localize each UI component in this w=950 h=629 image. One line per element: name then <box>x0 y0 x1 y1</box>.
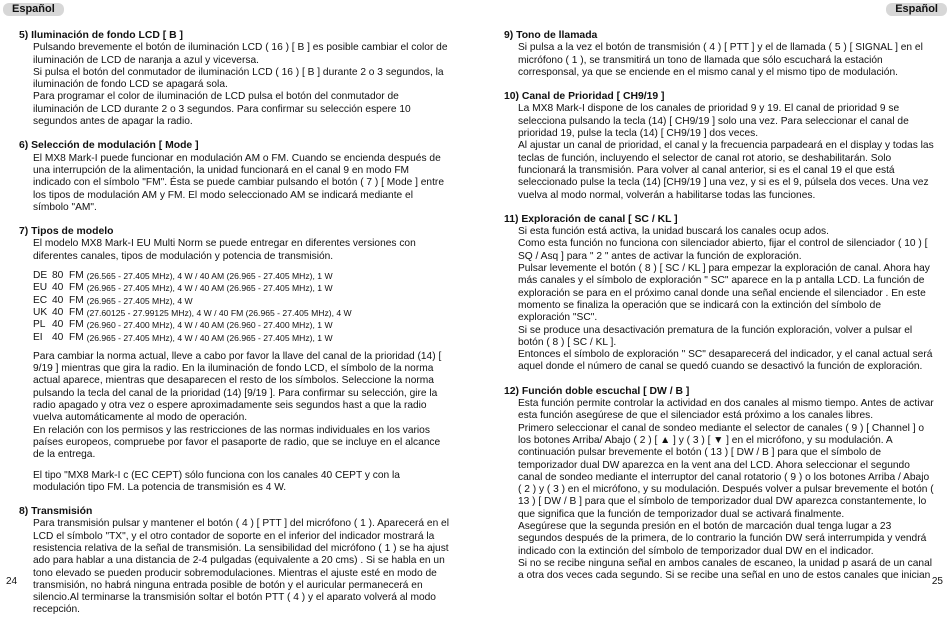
paragraph: La MX8 Mark-I dispone de los canales de prioridad 9 y 19. El canal de prioridad 9 se selecciona pulsando la tecla (14) [ CH9/19 ] solo una vez. Para seleccionar el canal de prioridad 19, pulse la tecla (14) [ CH9/19 ] dos veces. <box>518 103 909 140</box>
paragraph: Al ajustar un canal de prioridad, el canal y la frecuencia parpadeará en el display y todas las teclas de función, incluyendo el selector de canal rot atorio, se deshabilitarán. Solo funcionará la transmisión. Para volver al canal anterior, si es el canal 19 el que está seleccionado pulse la tecla (14) [CH9/19 ] una vez, y si es el 9, púlsela dos veces. Una vez vuelva al modo normal, volverán a habilitarse todas las funciones. <box>518 140 934 201</box>
language-tab: Español <box>886 3 947 16</box>
norm-detail: (26.565 - 27.405 MHz), 4 W / 40 AM (26.965 - 27.405 MHz), 1 W <box>86 271 333 282</box>
norm-code: DE <box>33 270 48 282</box>
norm-detail: (26.965 - 27.405 MHz), 4 W / 40 AM (26.965 - 27.405 MHz), 1 W <box>86 283 333 294</box>
section-title: 7) Tipos de modelo <box>19 226 114 238</box>
norm-detail: (26.965 - 27.405 MHz), 4 W / 40 AM (26.965 - 27.405 MHz), 1 W <box>86 332 333 343</box>
paragraph: Para cambiar la norma actual, lleve a cabo por favor la llave del canal de la prioridad (14) [ 9/19 ] mientras que gira la radio. En la iluminación de fondo LCD, el símbolo de la norma actual aparece, mientras que desaparecen el resto de los símbolos. Seleccione la norma pulsando la tecla del canal de la prioridad (14) [9/19 ]. Para confirmar su selección, gire la radio apagado y otra vez o espere aproximadamente seis segundos hast a que la radio vuelva automáticamente al modo de operación. <box>33 350 442 424</box>
norm-modulation: FM <box>69 282 84 294</box>
section-title: 5) Iluminación de fondo LCD [ B ] <box>19 30 183 41</box>
norm-channels: 40 <box>52 306 64 318</box>
section-title: 11) Exploración de canal [ SC / KL ] <box>504 213 678 225</box>
section-body <box>518 103 934 201</box>
section-body <box>33 238 449 494</box>
norm-modulation: FM <box>69 331 84 343</box>
norm-detail: (27.60125 - 27.99125 MHz), 4 W / 40 FM (26.965 - 27.405 MHz), 4 W <box>86 307 352 318</box>
section-model-types <box>19 226 449 494</box>
paragraph: Si pulsa a la vez el botón de transmisión ( 4 ) [ PTT ] y el de llamada ( 5 ) [ SIGNAL ] en el micrófono ( 1 ), se transmitirá un tono de llamada que sólo escuchará la estación corresponsal, ya que se enciende en el mismo canal y el mismo tipo de modulación. <box>518 42 923 78</box>
norm-row <box>33 319 449 331</box>
norm-detail: (26.960 - 27.400 MHz), 4 W / 40 AM (26.960 - 27.400 MHz), 1 W <box>86 320 333 331</box>
norm-row <box>33 307 449 319</box>
right-page <box>475 0 950 594</box>
norm-channels: 40 <box>52 319 64 331</box>
paragraph: Si pulsa el botón del conmutador de iluminación LCD ( 16 ) [ B ] durante 2 o 3 segundos, la iluminación de fondo LCD se apagará sola. <box>33 66 444 91</box>
norm-row <box>33 332 449 344</box>
section-body <box>518 42 934 79</box>
norm-modulation: FM <box>69 306 84 318</box>
norm-code: EI <box>33 331 43 343</box>
paragraph: Para programar el color de iluminación de LCD pulsa el botón del conmutador de iluminación de LCD durante 2 o 3 segundos. Para confirmar su selección espere 10 segundos antes de apagar la radio. <box>33 91 411 128</box>
paragraph: El tipo "MX8 Mark-I c (EC CEPT) sólo funciona con los canales 40 CEPT y con la modulación tipo FM. La potencia de transmisión es 4 W. <box>33 469 400 493</box>
paragraph: El MX8 Mark-I puede funcionar en modulación AM o FM. Cuando se encienda después de una interrupción de la alimentación, la unidad funcionará en el canal 9 en modo FM indicado con el símbolo "FM". Ésta se puede cambiar pulsando el botón ( 7 ) [ Mode ] entre los tipos de modulación AM y FM. El modo seleccionado AM se indicará mediante el símbolo "AM". <box>33 152 444 213</box>
paragraph: Si se produce una desactivación prematura de la función exploración, volver a pulsar el botón ( 8 ) [ SC / KL ]. <box>518 324 913 348</box>
paragraph: Entonces el símbolo de exploración " SC" desaparecerá del indicador, y el canal actual será aquel donde el número de canal se quedó cuando se desactivó la función de exploración. <box>518 349 933 373</box>
page-number: 24 <box>6 576 18 587</box>
paragraph: Para transmisión pulsar y mantener el botón ( 4 ) [ PTT ] del micrófono ( 1 ). Aparecerá en el LCD el símbolo "TX", y el otro contador de soporte en el inferior del indicador mostrará la resistencia relativa de la señal de transmisión. La sensibilidad del micrófono ( 1 ) se ha ajust ado para hablar a una distancia de 2-4 pulgadas (equivalente a 20 cms) . Si se habla en un tono elevado se pueden producir sobremodulaciones. Mientras el ajuste esté en modo de transmisión, no habrá ninguna entrada posible de botón y el auricular permanecerá en silencio.Al terminarse la transmisión soltar el botón PTT ( 4 ) y el aparato volverá al modo recepción. <box>33 518 449 616</box>
section-call-tone <box>504 30 934 79</box>
section-body <box>518 398 934 582</box>
paragraph: Pulsar levemente el botón ( 8 ) [ SC / KL ] para empezar la exploración de canal. Ahora hay más canales y el símbolo de exploración " SC" aparece en la p antalla LCD. La función de exploración se para en el próximo canal donde una señal enciende el silenciador . En este momento se finaliza la operación que se indicará con la extinción del símbolo de exploración "SC". <box>518 263 930 324</box>
section-body <box>518 226 934 374</box>
norm-code: PL <box>33 319 46 331</box>
norm-channels: 80 <box>52 270 64 282</box>
norm-channels: 40 <box>52 331 64 343</box>
norm-code: EU <box>33 282 48 294</box>
paragraph: El modelo MX8 Mark-I EU Multi Norm se puede entregar en diferentes versiones con diferentes canales, tipos de modulación y potencia de transmisión. <box>33 238 416 262</box>
paragraph: Esta función permite controlar la actividad en dos canales al mismo tiempo. Antes de activar esta función asegúrese de que el silenciador está próximo a los canales libres. <box>518 398 934 422</box>
paragraph: Pulsando brevemente el botón de iluminación LCD ( 16 ) [ B ] es posible cambiar el color de iluminación de LCD de naranja a azul y viceversa. <box>33 42 448 66</box>
paragraph: Si esta función está activa, la unidad buscará los canales ocup ados. <box>518 226 829 238</box>
norm-code: UK <box>33 306 48 318</box>
section-transmission <box>19 506 449 617</box>
norm-table <box>33 270 449 344</box>
language-tab: Español <box>3 3 64 16</box>
right-page-content <box>504 30 934 594</box>
paragraph: Primero seleccionar el canal de sondeo mediante el selector de canales ( 9 ) [ Channel ] o los botones Arriba/ Abajo ( 2 ) [ ▲ ] y ( 3 ) [ ▼ ] en el micrófono, y su modulación. A continuación pulsar brevemente el botón ( 13 ) [ DW / B ] para que el símbolo de temporizador dual DW aparezca en la vent ana del LCD. Ahora seleccionar el segundo canal de sondeo mediante el interruptor del canal rotatorio ( 9 ) o los botones Arriba / Abajo ( 2 ) y ( 3 ) en el micrófono, y su modulación. Después volver a pulsar brevemente el botón ( 13 ) [ DW / B ] para que el símbolo de temporizador dual DW aparezca constantemente, lo que significa que la función de temporizador dual se activará finalmente. <box>518 422 934 520</box>
norm-row <box>33 295 449 307</box>
paragraph: En relación con los permisos y las restricciones de las normas individuales en los varios países europeos, compruebe por favor el pasaporte de radio, que se incluye en el alcance de la entrega. <box>33 424 441 461</box>
norm-channels: 40 <box>52 282 64 294</box>
norm-modulation: FM <box>69 319 84 331</box>
section-dual-watch <box>504 386 934 583</box>
section-title: 12) Función doble escuchal [ DW / B ] <box>504 385 690 397</box>
left-page-content <box>19 30 449 629</box>
section-body <box>33 518 449 616</box>
norm-row <box>33 282 449 294</box>
section-body <box>33 42 449 128</box>
left-page <box>0 0 475 616</box>
section-modulation <box>19 140 449 214</box>
paragraph: Si no se recibe ninguna señal en ambos canales de escaneo, la unidad p asará de un canal a otra dos veces cada segundo. Si se recibe una señal en uno de estos canales que inician <box>518 557 933 582</box>
section-title: 9) Tono de llamada <box>504 30 598 41</box>
section-channel-scan <box>504 214 934 374</box>
norm-code: EC <box>33 294 48 306</box>
paragraph: Como esta función no funciona con silenciador abierto, fijar el control de silenciador ( 10 ) [ SQ / Asq ] para " 2 " antes de activar la función de exploración. <box>518 238 928 262</box>
section-priority-channel <box>504 91 934 202</box>
norm-modulation: FM <box>69 270 84 282</box>
norm-detail: (26.965 - 27.405 MHz), 4 W <box>86 295 193 306</box>
paragraph: Asegúrese que la segunda presión en el botón de marcación dual tenga lugar a 23 segundos después de la primera, de lo contrario la función DW será interrumpida y vendrá indicado con la extinción del símbolo de temporizador dual DW en el indicador. <box>518 520 927 557</box>
norm-modulation: FM <box>69 294 84 306</box>
page-number: 25 <box>931 576 943 587</box>
section-title: 6) Selección de modulación [ Mode ] <box>19 140 199 152</box>
section-title: 8) Transmisión <box>19 506 93 518</box>
section-title: 10) Canal de Prioridad [ CH9/19 ] <box>504 91 665 103</box>
norm-channels: 40 <box>52 294 64 306</box>
section-body <box>33 153 449 214</box>
norm-row <box>33 270 449 282</box>
section-lcd-backlight <box>19 30 449 128</box>
